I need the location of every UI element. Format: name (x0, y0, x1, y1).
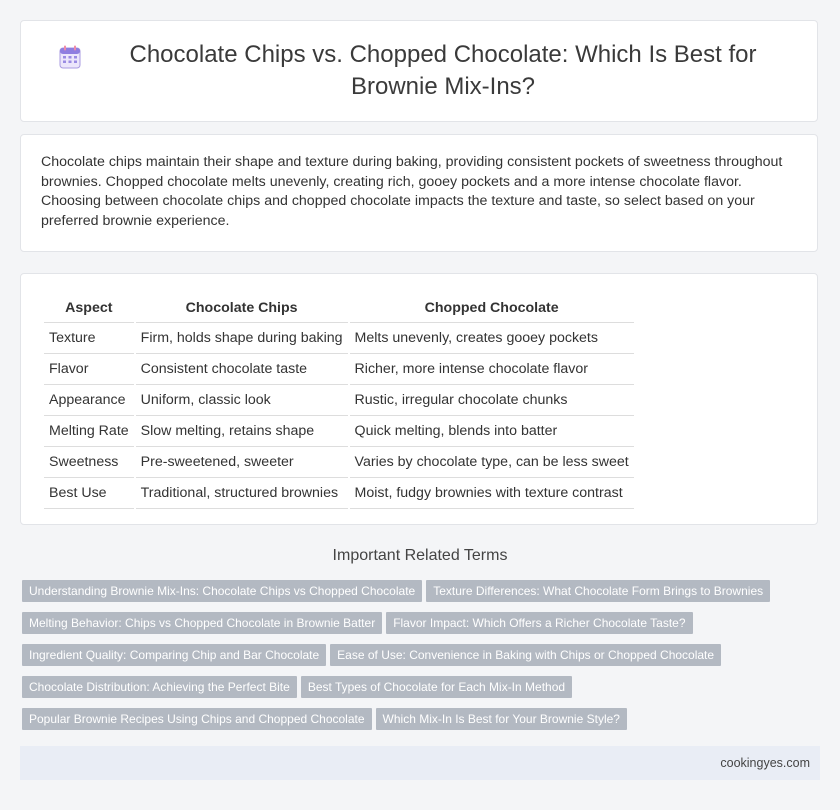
related-term-link[interactable]: Understanding Brownie Mix-Ins: Chocolate Chips vs Chopped Chocolate (22, 580, 422, 602)
table-cell: Rustic, irregular chocolate chunks (350, 385, 634, 416)
comparison-table (42, 294, 636, 509)
related-terms-list (22, 580, 822, 740)
related-term-link[interactable]: Popular Brownie Recipes Using Chips and Chopped Chocolate (22, 708, 372, 730)
table-header-row (44, 294, 634, 323)
table-cell: Traditional, structured brownies (136, 478, 348, 509)
site-name[interactable]: cookingyes.com (720, 756, 810, 770)
table-cell: Melts unevenly, creates gooey pockets (350, 323, 634, 354)
summary-text: Chocolate chips maintain their shape and texture during baking, providing consistent pockets of sweetness throughout brownies. Chopped chocolate melts unevenly, creating rich, gooey pockets and a more intense chocolate flavor. Choosing between chocolate chips and chopped chocolate impacts the texture and taste, so select based on your preferred brownie experience. (41, 154, 783, 229)
summary-card (20, 134, 818, 252)
table-row (44, 478, 634, 509)
table-cell: Flavor (44, 354, 134, 385)
table-cell: Best Use (44, 478, 134, 509)
related-term-link[interactable]: Ingredient Quality: Comparing Chip and Bar Chocolate (22, 644, 326, 666)
page-title: Chocolate Chips vs. Chopped Chocolate: Which Is Best for Brownie Mix-Ins? (129, 41, 757, 100)
table-cell: Sweetness (44, 447, 134, 478)
table-row (44, 416, 634, 447)
column-header: Aspect (44, 294, 134, 323)
related-term-link[interactable]: Melting Behavior: Chips vs Chopped Chocolate in Brownie Batter (22, 612, 382, 634)
table-cell: Consistent chocolate taste (136, 354, 348, 385)
table-cell: Moist, fudgy brownies with texture contrast (350, 478, 634, 509)
footer (20, 746, 820, 780)
table-cell: Varies by chocolate type, can be less sweet (350, 447, 634, 478)
related-term-link[interactable]: Best Types of Chocolate for Each Mix-In Method (301, 676, 572, 698)
table-cell: Quick melting, blends into batter (350, 416, 634, 447)
table-cell: Melting Rate (44, 416, 134, 447)
table-row (44, 354, 634, 385)
related-term-link[interactable]: Flavor Impact: Which Offers a Richer Chocolate Taste? (386, 612, 692, 634)
table-row (44, 447, 634, 478)
table-cell: Appearance (44, 385, 134, 416)
title-wrap (59, 39, 779, 103)
title-card (20, 20, 818, 122)
related-term-link[interactable]: Texture Differences: What Chocolate Form Brings to Brownies (426, 580, 770, 602)
table-cell: Uniform, classic look (136, 385, 348, 416)
comparison-card (20, 273, 818, 525)
table-cell: Texture (44, 323, 134, 354)
table-row (44, 385, 634, 416)
table-cell: Firm, holds shape during baking (136, 323, 348, 354)
table-row (44, 323, 634, 354)
column-header: Chocolate Chips (136, 294, 348, 323)
related-term-link[interactable]: Ease of Use: Convenience in Baking with Chips or Chopped Chocolate (330, 644, 721, 666)
column-header: Chopped Chocolate (350, 294, 634, 323)
related-terms-title: Important Related Terms (332, 547, 508, 564)
table-cell: Slow melting, retains shape (136, 416, 348, 447)
related-term-link[interactable]: Which Mix-In Is Best for Your Brownie Style? (376, 708, 627, 730)
calendar-icon (59, 45, 81, 69)
table-cell: Pre-sweetened, sweeter (136, 447, 348, 478)
table-cell: Richer, more intense chocolate flavor (350, 354, 634, 385)
related-term-link[interactable]: Chocolate Distribution: Achieving the Perfect Bite (22, 676, 297, 698)
